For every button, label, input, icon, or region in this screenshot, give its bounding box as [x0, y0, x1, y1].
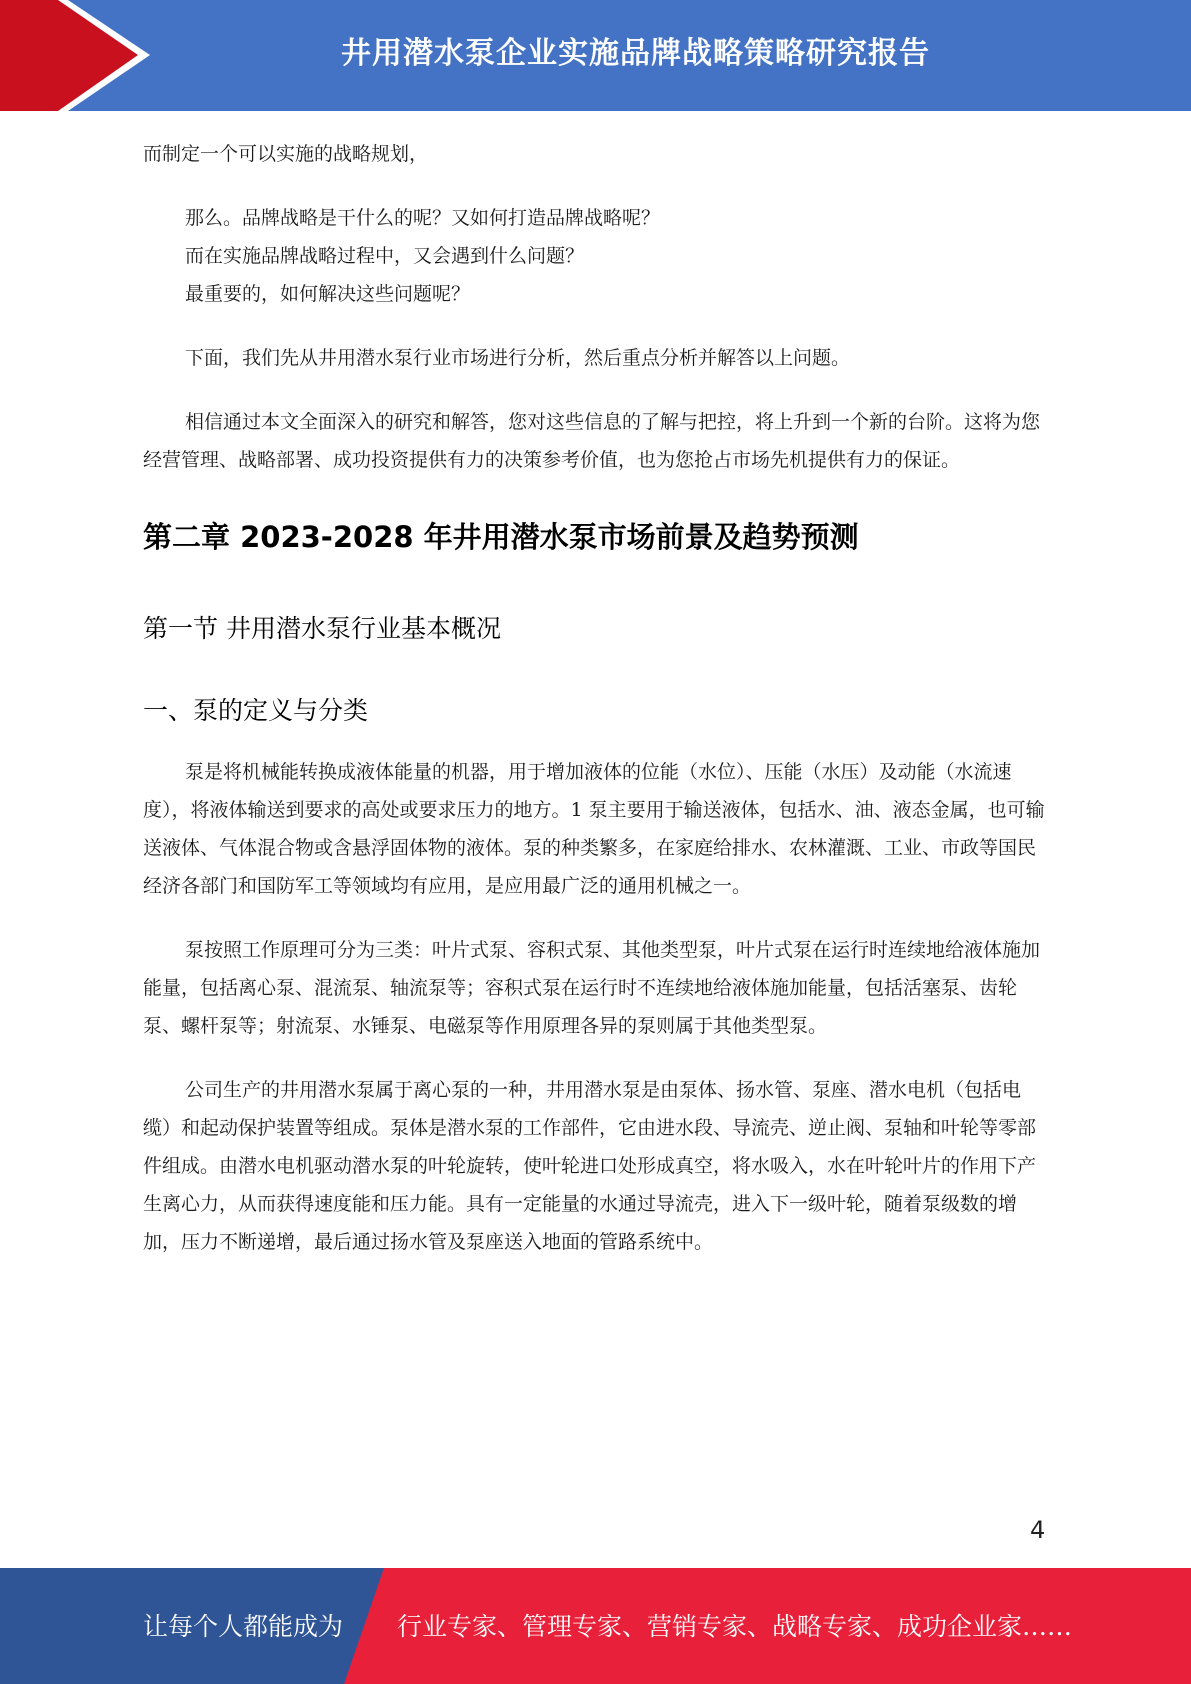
paragraph-pump-definition: 泵是将机械能转换成液体能量的机器，用于增加液体的位能（水位）、压能（水压）及动能（水流速度），将液体输送到要求的高处或要求压力的地方。1 泵主要用于输送液体，包括水、油、液态金属，也可输送液体、气体混合物或含悬浮固体物的液体。泵的种类繁多，在家庭给排水、农林灌溉、工业、市政等国民经济各部门和国防军工等领域均有应用，是应用最广泛的通用机械之一。: [143, 761, 1045, 897]
paragraph-well-pump-structure: 公司生产的井用潜水泵属于离心泵的一种，井用潜水泵是由泵体、扬水管、泵座、潜水电机（包括电缆）和起动保护装置等组成。泵体是潜水泵的工作部件，它由进水段、导流壳、逆止阀、泵轴和叶轮等零部件组成。由潜水电机驱动潜水泵的叶轮旋转，使叶轮进口处形成真空，将水吸入，水在叶轮叶片的作用下产生离心力，从而获得速度能和压力能。具有一定能量的水通过导流壳，进入下一级叶轮，随着泵级数的增加，压力不断递增，最后通过扬水管及泵座送入地面的管路系统中。: [143, 1079, 1037, 1253]
question-line-3: 最重要的，如何解决这些问题呢？: [185, 283, 471, 305]
footer-slogan-right: 行业专家、管理专家、营销专家、战略专家、成功企业家……: [397, 1612, 1073, 1641]
subsection-title: 一、泵的定义与分类: [143, 696, 369, 725]
page-number: 4: [1030, 1516, 1046, 1544]
paragraph-next-steps: 下面，我们先从井用潜水泵行业市场进行分析，然后重点分析并解答以上问题。: [185, 347, 851, 369]
chapter-title: 第二章 2023-2028 年井用潜水泵市场前景及趋势预测: [143, 520, 859, 554]
paragraph-intro-tail: 而制定一个可以实施的战略规划，: [143, 143, 429, 165]
page-content: [143, 135, 1048, 1261]
paragraph-value: 相信通过本文全面深入的研究和解答，您对这些信息的了解与把控，将上升到一个新的台阶。这将为您经营管理、战略部署、成功投资提供有力的决策参考价值，也为您抢占市场先机提供有力的保证。: [143, 411, 1041, 471]
page-header: [0, 0, 1191, 111]
footer-slogan-left: 让每个人都能成为: [143, 1612, 344, 1641]
question-line-1: 那么。品牌战略是干什么的呢？又如何打造品牌战略呢？: [185, 207, 661, 229]
section-title: 第一节 井用潜水泵行业基本概况: [143, 614, 501, 643]
header-title: 井用潜水泵企业实施品牌战略策略研究报告: [341, 36, 930, 71]
paragraph-pump-classification: 泵按照工作原理可分为三类：叶片式泵、容积式泵、其他类型泵，叶片式泵在运行时连续地给液体施加能量，包括离心泵、混流泵、轴流泵等；容积式泵在运行时不连续地给液体施加能量，包括活塞泵、齿轮泵、螺杆泵等；射流泵、水锤泵、电磁泵等作用原理各异的泵则属于其他类型泵。: [143, 939, 1041, 1037]
page-footer: [0, 1568, 1191, 1684]
question-line-2: 而在实施品牌战略过程中，又会遇到什么问题？: [185, 245, 585, 267]
